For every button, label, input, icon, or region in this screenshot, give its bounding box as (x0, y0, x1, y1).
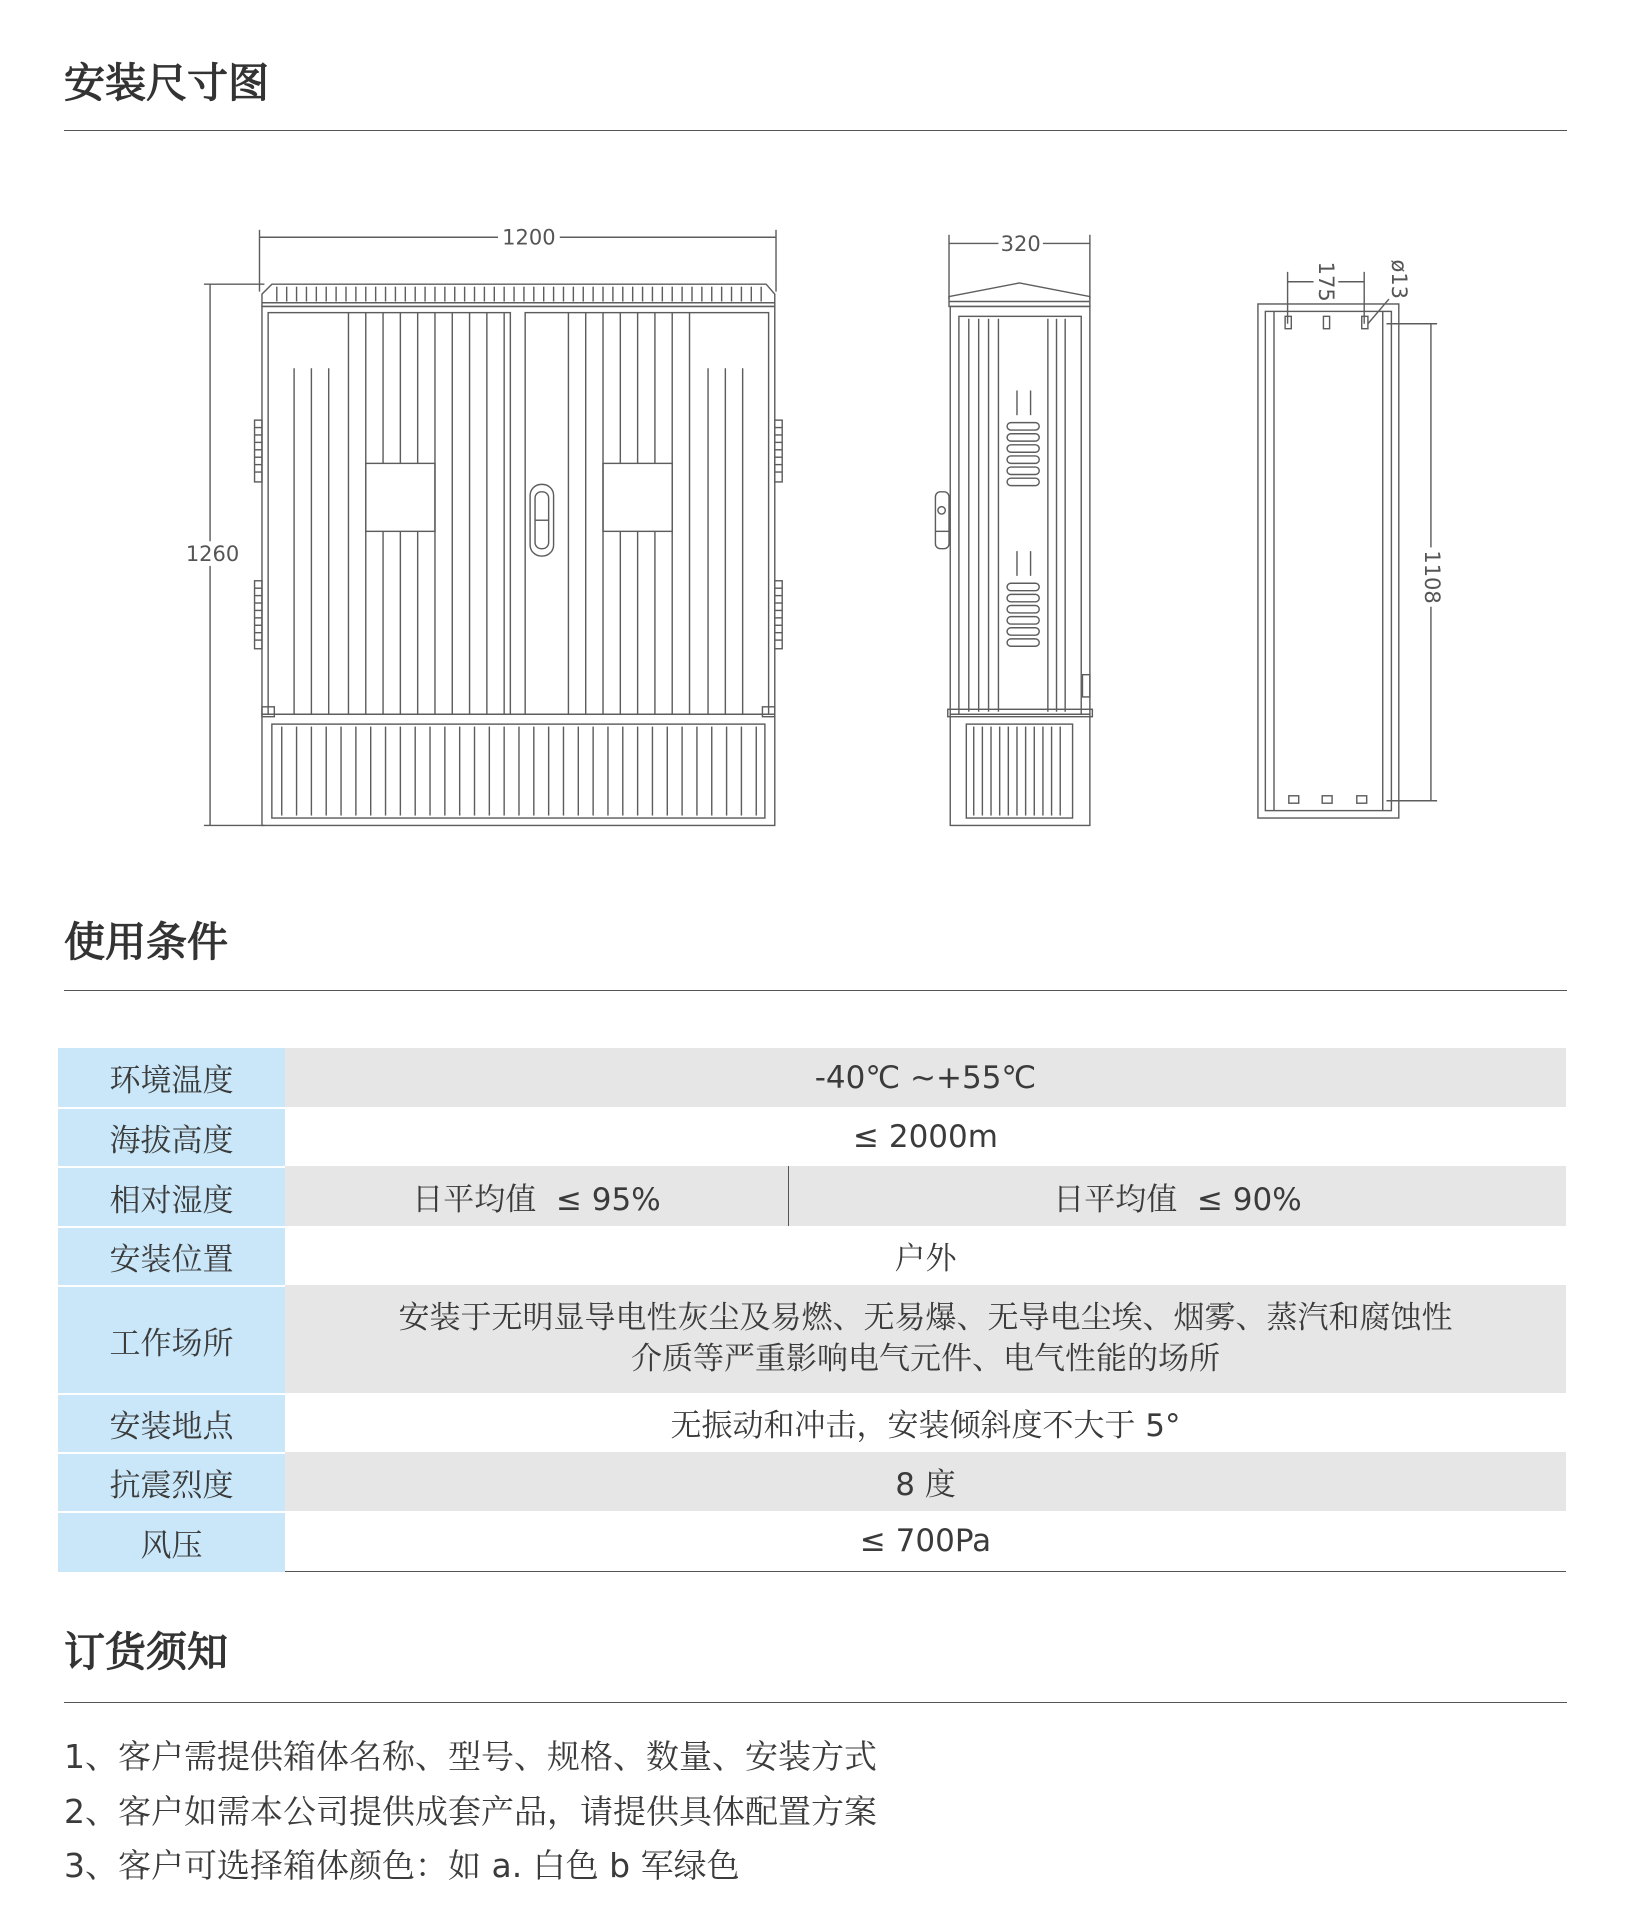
vent-slot (1007, 423, 1039, 430)
conditions-table (58, 1048, 1566, 1572)
width-dimension-label: 1200 (502, 225, 556, 250)
vent-slot (1007, 583, 1039, 590)
conditions-section-title: 使用条件 (64, 918, 228, 966)
left-door-panel (366, 463, 435, 531)
table-row (58, 1285, 1566, 1393)
back-height-label: 1108 (1420, 550, 1445, 604)
side-tab (1082, 675, 1089, 697)
bottom-bracket (1322, 796, 1332, 803)
hinge-right-lower (775, 581, 782, 649)
bottom-bracket (1289, 796, 1299, 803)
mounting-hole (1323, 316, 1329, 328)
row-label: 安装地点 (58, 1393, 285, 1452)
ordering-section-title: 订货须知 (64, 1628, 228, 1676)
back-frame-outer (1258, 304, 1399, 818)
hole-diameter-label: ø13 (1386, 259, 1411, 300)
side-body (950, 306, 1090, 714)
table-row (58, 1452, 1566, 1511)
row-label: 工作场所 (58, 1285, 285, 1393)
table-row (58, 1166, 1566, 1226)
row-value (285, 1452, 1566, 1511)
vent-slot (1007, 434, 1039, 441)
table-row (58, 1511, 1566, 1572)
row-value (285, 1048, 1566, 1107)
row-value-text: 8 度 (895, 1467, 956, 1503)
side-roof (949, 283, 1090, 306)
row-value (285, 1511, 1566, 1572)
cabinet-body (262, 306, 775, 714)
height-dimension-label: 1260 (185, 542, 240, 567)
row-label: 相对湿度 (58, 1166, 285, 1226)
table-row (58, 1226, 1566, 1285)
row-value (285, 1393, 1566, 1452)
depth-dimension-label: 320 (1000, 231, 1041, 256)
list-item: 2、客户如需本公司提供成套产品，请提供具体配置方案 (64, 1791, 877, 1831)
side-panel (959, 316, 1081, 714)
vent-slot (1007, 478, 1039, 485)
vent-slot (1007, 445, 1039, 452)
bottom-bracket (1357, 796, 1367, 803)
row-value-right: 日平均值 ≤ 90% (788, 1166, 1566, 1226)
list-item: 3、客户可选择箱体颜色：如 a. 白色 b 军绿色 (64, 1846, 740, 1885)
right-door (525, 313, 768, 715)
table-row (58, 1393, 1566, 1452)
row-label: 抗震烈度 (58, 1452, 285, 1511)
list-item: 1、客户需提供箱体名称、型号、规格、数量、安装方式 (64, 1737, 877, 1776)
vent-slot (1007, 467, 1039, 474)
row-value-split (285, 1166, 1566, 1226)
side-view-drawing (935, 232, 1092, 826)
row-value-line: 介质等严重影响电气元件、电气性能的场所 (631, 1341, 1220, 1377)
vent-slot (1007, 456, 1039, 463)
installation-dimension-drawing (0, 210, 1641, 870)
side-base (950, 714, 1090, 825)
row-value-text: ≤ 700Pa (859, 1523, 992, 1559)
vent-slot (1007, 617, 1039, 624)
back-frame-inner (1265, 311, 1391, 810)
row-value (285, 1226, 1566, 1285)
row-label: 海拔高度 (58, 1107, 285, 1166)
row-value-left: 日平均值 ≤ 95% (412, 1181, 661, 1218)
row-value (285, 1285, 1566, 1393)
front-view-drawing (182, 226, 783, 826)
row-label: 风压 (58, 1511, 285, 1572)
back-view-drawing (1258, 259, 1446, 818)
row-value-text: 户外 (894, 1241, 957, 1277)
side-handle-body (935, 492, 949, 549)
ordering-title-divider (64, 1702, 1567, 1703)
row-value (285, 1107, 1566, 1166)
table-row (58, 1048, 1566, 1107)
ordering-notes-list (64, 1730, 877, 1894)
hole-spacing-label: 175 (1313, 261, 1338, 302)
row-label: 环境温度 (58, 1048, 285, 1107)
door-handle (530, 484, 553, 556)
row-value-text: -40℃ ~+55℃ (814, 1059, 1037, 1096)
row-value-text: 无振动和冲击，安装倾斜度不大于 5° (670, 1408, 1181, 1444)
row-label: 安装位置 (58, 1226, 285, 1285)
row-value-line: 安装于无明显导电性灰尘及易燃、无易爆、无导电尘埃、烟雾、蒸汽和腐蚀性 (398, 1300, 1453, 1336)
vent-slot (1007, 594, 1039, 601)
row-value-text: ≤ 2000m (853, 1118, 998, 1155)
vent-slot (1007, 605, 1039, 612)
dimensions-title-divider (64, 130, 1567, 131)
side-handle-lock (938, 507, 945, 514)
conditions-title-divider (64, 990, 1567, 991)
side-handle (935, 492, 949, 549)
right-door-panel (603, 463, 672, 531)
table-row (58, 1107, 1566, 1166)
dimensions-section-title: 安装尺寸图 (64, 59, 269, 107)
vent-slot (1007, 628, 1039, 635)
left-door (268, 313, 510, 715)
hinge-left-lower (255, 581, 262, 649)
vent-slot (1007, 639, 1039, 646)
